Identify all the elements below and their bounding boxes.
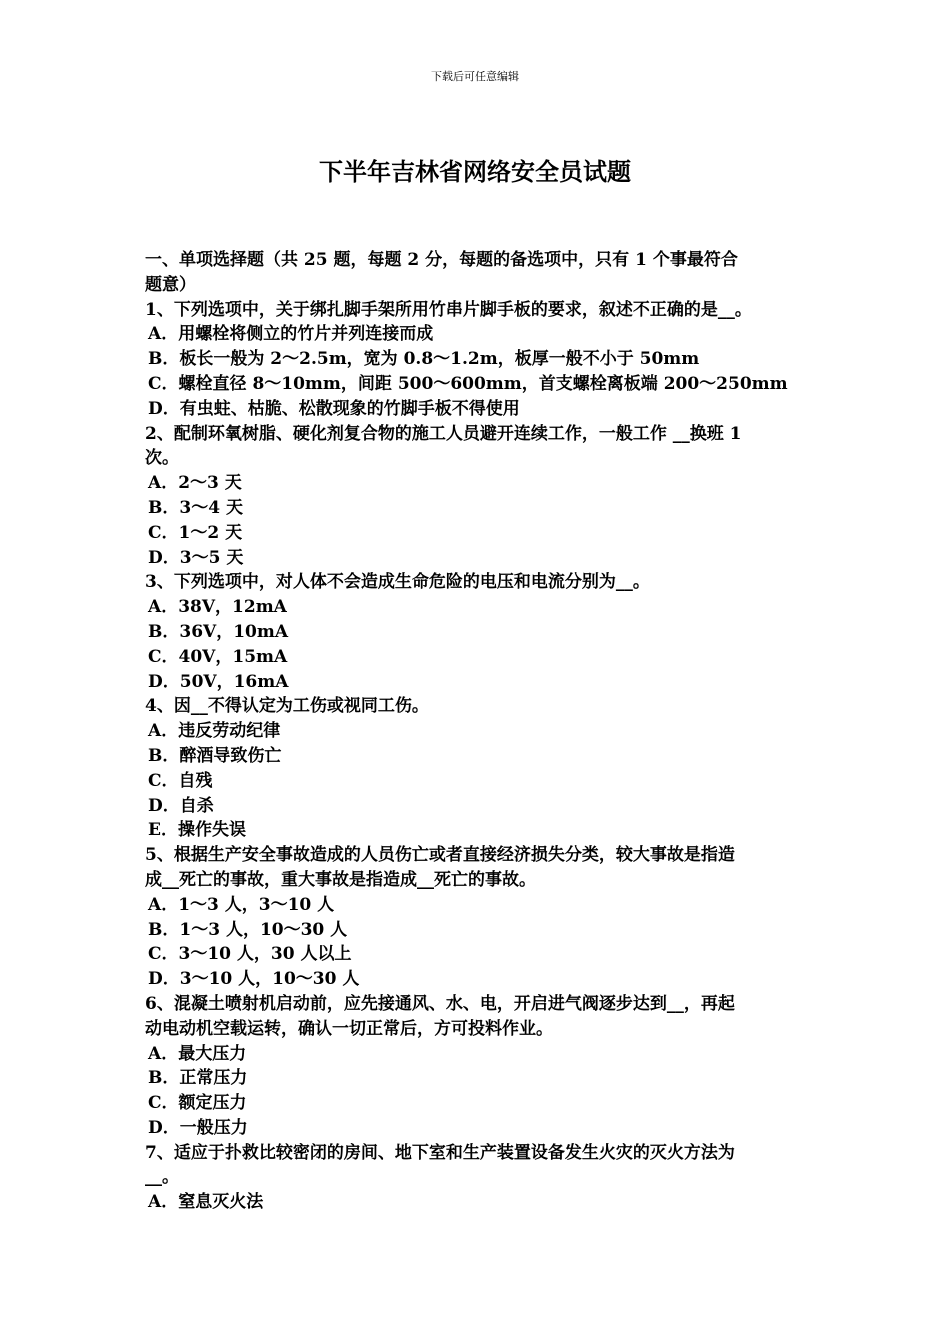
option-c: C．3～10 人，30 人以上 [148, 944, 352, 965]
page-title: 下半年吉林省网络安全员试题 [319, 158, 631, 186]
section-heading-line: 一、单项选择题（共 25 题，每题 2 分，每题的备选项中，只有 1 个事最符合 [145, 250, 738, 270]
option-a: A．违反劳动纪律 [148, 721, 281, 742]
question-5 [145, 843, 817, 992]
option-a: A．最大压力 [148, 1043, 247, 1064]
question-1 [145, 298, 817, 422]
option-a: A．38V，12mA [148, 597, 287, 618]
option-e: E．操作失误 [148, 820, 246, 841]
option-c: C．额定压力 [148, 1093, 247, 1114]
option-b: B．3～4 天 [148, 497, 243, 518]
option-b: B．1～3 人，10～30 人 [148, 919, 348, 940]
question-2 [145, 422, 817, 571]
option-b: B．正常压力 [148, 1068, 248, 1089]
option-c: C．螺栓直径 8～10mm，间距 500～600mm，首支螺栓离板端 200～250mm [148, 373, 788, 394]
question-7 [145, 1141, 817, 1215]
question-stem: 2、配制环氧树脂、硬化剂复合物的施工人员避开连续工作，一般工作 __换班 1 [145, 423, 742, 444]
option-d: D．有虫蛀、枯脆、松散现象的竹脚手板不得使用 [148, 398, 520, 419]
question-stem: 6、混凝土喷射机启动前，应先接通风、水、电，开启进气阀逐步达到__，再起 [145, 993, 735, 1014]
option-c: C．40V，15mA [148, 646, 288, 667]
question-6 [145, 992, 817, 1141]
option-d: D．一般压力 [148, 1117, 248, 1138]
option-a: A．窒息灭火法 [148, 1192, 264, 1213]
option-c: C．1～2 天 [148, 522, 243, 543]
question-stem: __。 [145, 1167, 179, 1188]
question-4 [145, 694, 817, 843]
option-b: B．板长一般为 2～2.5m，宽为 0.8～1.2m，板厚一般不小于 50mm [148, 349, 700, 370]
option-a: A．用螺栓将侧立的竹片并列连接而成 [148, 324, 434, 345]
header-note: 下载后可任意编辑 [431, 70, 519, 83]
question-stem: 次。 [145, 448, 179, 469]
question-stem: 5、根据生产安全事故造成的人员伤亡或者直接经济损失分类，较大事故是指造 [145, 845, 735, 866]
question-stem: 成__死亡的事故，重大事故是指造成__死亡的事故。 [145, 869, 536, 890]
question-stem: 动电动机空载运转，确认一切正常后，方可投料作业。 [145, 1018, 553, 1039]
document-body [145, 248, 817, 1215]
question-stem: 7、适应于扑救比较密闭的房间、地下室和生产装置设备发生火灾的灭火方法为 [145, 1142, 735, 1163]
option-d: D．3～5 天 [148, 547, 244, 568]
question-3 [145, 570, 817, 694]
option-a: A．1～3 人，3～10 人 [148, 894, 335, 915]
option-b: B．36V，10mA [148, 621, 289, 642]
option-c: C．自残 [148, 770, 213, 791]
option-d: D．自杀 [148, 795, 214, 816]
question-stem: 1、下列选项中，关于绑扎脚手架所用竹串片脚手板的要求，叙述不正确的是__。 [145, 299, 752, 320]
option-b: B．醉酒导致伤亡 [148, 745, 282, 766]
question-stem: 3、下列选项中，对人体不会造成生命危险的电压和电流分别为__。 [145, 572, 650, 593]
option-d: D．50V，16mA [148, 671, 289, 692]
question-stem: 4、因__不得认定为工伤或视同工伤。 [145, 696, 429, 717]
option-d: D．3～10 人，10～30 人 [148, 969, 360, 990]
section-heading-line: 题意） [145, 274, 196, 295]
option-a: A．2～3 天 [148, 473, 242, 494]
